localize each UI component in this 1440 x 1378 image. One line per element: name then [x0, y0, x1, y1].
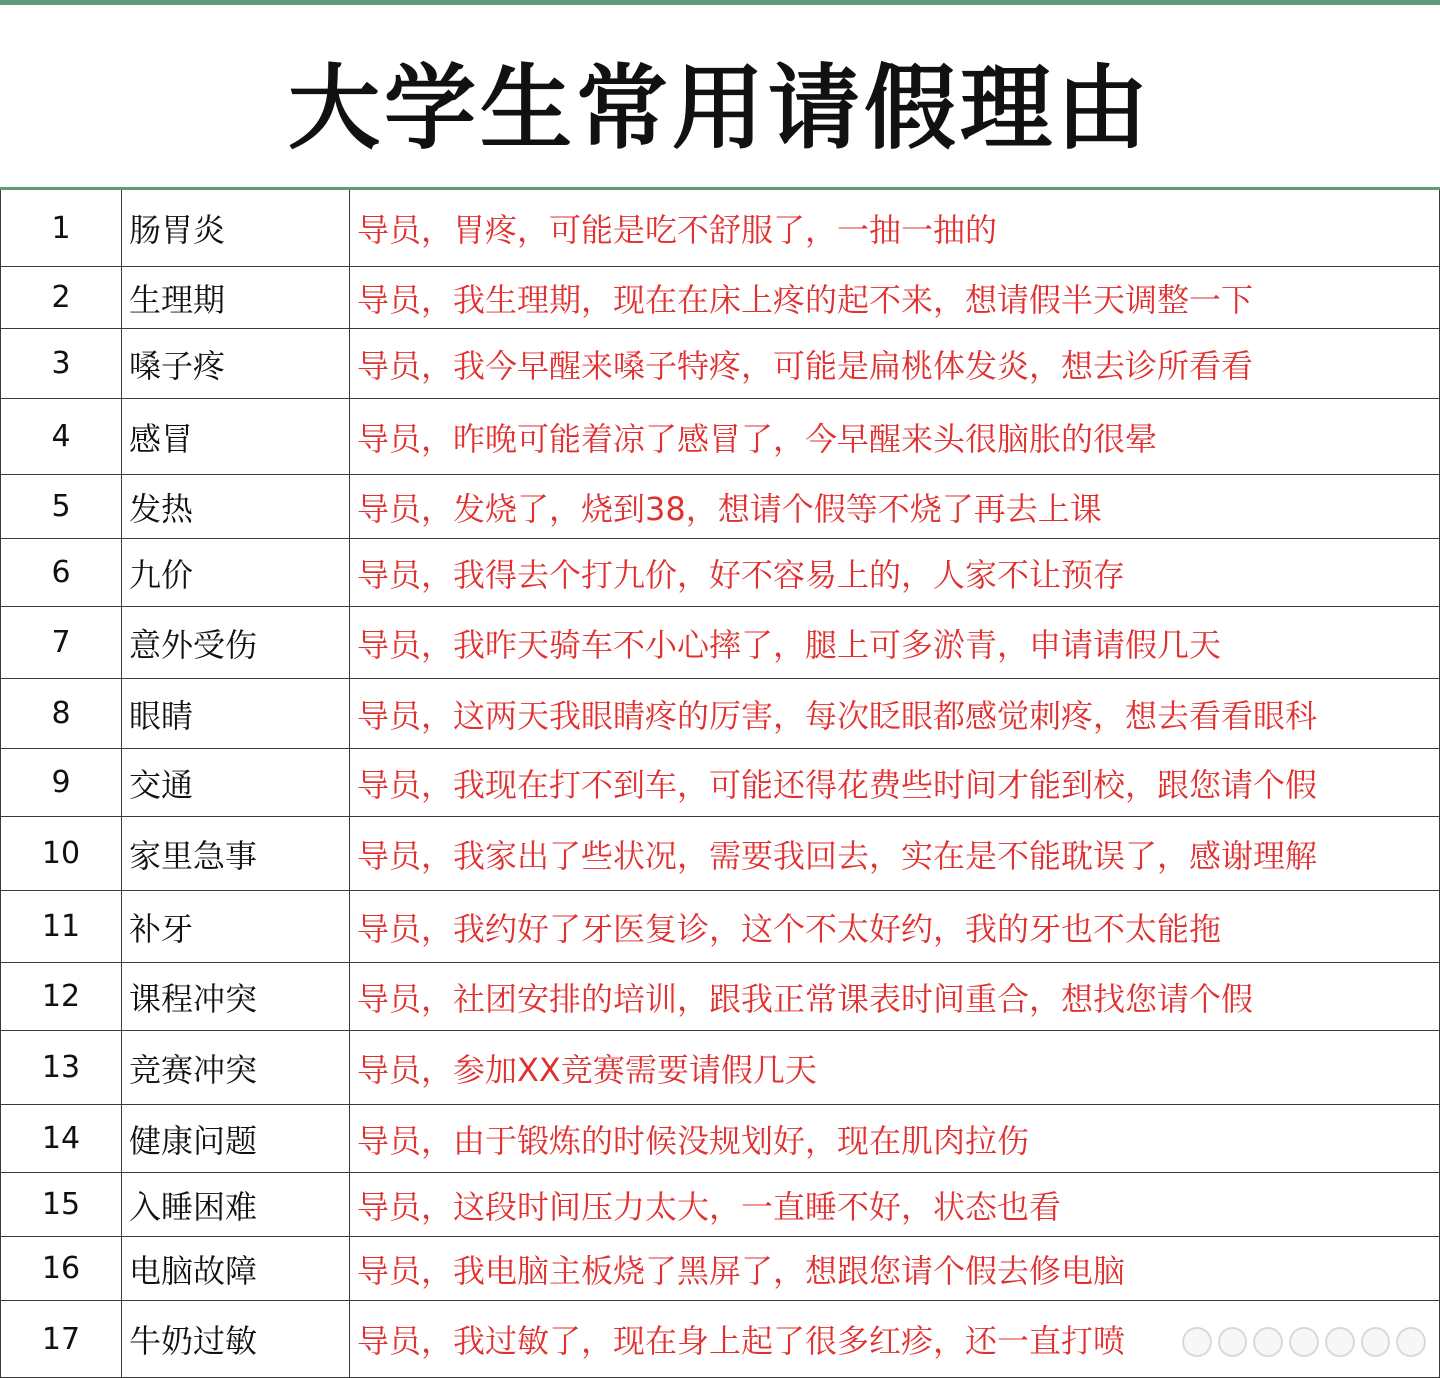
reason-category: 牛奶过敏 — [122, 1301, 350, 1378]
table-row — [1, 891, 1440, 963]
reason-category: 入睡困难 — [122, 1173, 350, 1237]
reason-message: 导员，社团安排的培训，跟我正常课表时间重合，想找您请个假 — [350, 963, 1440, 1031]
reason-category: 九价 — [122, 539, 350, 607]
row-number: 8 — [1, 679, 122, 749]
page-title: 大学生常用请假理由 — [287, 54, 1152, 162]
reason-message: 导员，我今早醒来嗓子特疼，可能是扁桃体发炎，想去诊所看看 — [350, 329, 1440, 399]
watermark-icon — [1253, 1327, 1283, 1357]
table-row — [1, 963, 1440, 1031]
reason-category: 意外受伤 — [122, 607, 350, 679]
reason-category: 电脑故障 — [122, 1237, 350, 1301]
table-row — [1, 1237, 1440, 1301]
table-row — [1, 1173, 1440, 1237]
reason-category: 嗓子疼 — [122, 329, 350, 399]
reason-category: 补牙 — [122, 891, 350, 963]
watermark-icon — [1289, 1327, 1319, 1357]
reason-message: 导员，我现在打不到车，可能还得花费些时间才能到校，跟您请个假 — [350, 749, 1440, 817]
row-number: 1 — [1, 189, 122, 267]
row-number: 16 — [1, 1237, 122, 1301]
table-row — [1, 539, 1440, 607]
row-number: 7 — [1, 607, 122, 679]
row-number: 12 — [1, 963, 122, 1031]
table-row — [1, 329, 1440, 399]
table-row — [1, 817, 1440, 891]
row-number: 9 — [1, 749, 122, 817]
watermark-icon — [1182, 1327, 1212, 1357]
reason-category: 健康问题 — [122, 1105, 350, 1173]
table-row — [1, 679, 1440, 749]
reason-message: 导员，参加XX竞赛需要请假几天 — [350, 1031, 1440, 1105]
reason-message: 导员，我生理期，现在在床上疼的起不来，想请假半天调整一下 — [350, 267, 1440, 329]
reason-message: 导员，我家出了些状况，需要我回去，实在是不能耽误了，感谢理解 — [350, 817, 1440, 891]
table-row — [1, 399, 1440, 475]
table-row — [1, 1031, 1440, 1105]
row-number: 5 — [1, 475, 122, 539]
reason-message: 导员，由于锻炼的时候没规划好，现在肌肉拉伤 — [350, 1105, 1440, 1173]
reason-category: 竞赛冲突 — [122, 1031, 350, 1105]
reason-category: 发热 — [122, 475, 350, 539]
row-number: 6 — [1, 539, 122, 607]
reason-category: 家里急事 — [122, 817, 350, 891]
table-row — [1, 1105, 1440, 1173]
table-row — [1, 749, 1440, 817]
watermark-icon — [1218, 1327, 1248, 1357]
reason-category: 感冒 — [122, 399, 350, 475]
reason-category: 课程冲突 — [122, 963, 350, 1031]
row-number: 17 — [1, 1301, 122, 1378]
reason-category: 交通 — [122, 749, 350, 817]
table-row — [1, 475, 1440, 539]
table-row — [1, 607, 1440, 679]
reason-message: 导员，我电脑主板烧了黑屏了，想跟您请个假去修电脑 — [350, 1237, 1440, 1301]
row-number: 15 — [1, 1173, 122, 1237]
reason-message: 导员，我昨天骑车不小心摔了，腿上可多淤青，申请请假几天 — [350, 607, 1440, 679]
reason-message: 导员，发烧了，烧到38，想请个假等不烧了再去上课 — [350, 475, 1440, 539]
reason-message: 导员，我约好了牙医复诊，这个不太好约，我的牙也不太能拖 — [350, 891, 1440, 963]
watermark-icon — [1361, 1327, 1391, 1357]
reason-message: 导员，我得去个打九价，好不容易上的，人家不让预存 — [350, 539, 1440, 607]
row-number: 11 — [1, 891, 122, 963]
watermark-icon — [1325, 1327, 1355, 1357]
row-number: 13 — [1, 1031, 122, 1105]
reason-message: 导员，这两天我眼睛疼的厉害，每次眨眼都感觉刺疼，想去看看眼科 — [350, 679, 1440, 749]
reason-message: 导员，这段时间压力太大，一直睡不好，状态也看 — [350, 1173, 1440, 1237]
reason-message: 导员，我过敏了，现在身上起了很多红疹，还一直打喷 — [350, 1301, 1440, 1378]
reason-category: 眼睛 — [122, 679, 350, 749]
reason-message: 导员，昨晚可能着凉了感冒了，今早醒来头很脑胀的很晕 — [350, 399, 1440, 475]
leave-reasons-table — [0, 187, 1440, 1378]
row-number: 4 — [1, 399, 122, 475]
row-number: 2 — [1, 267, 122, 329]
row-number: 3 — [1, 329, 122, 399]
top-rule — [0, 0, 1440, 5]
reason-category: 生理期 — [122, 267, 350, 329]
reason-message: 导员，胃疼，可能是吃不舒服了，一抽一抽的 — [350, 189, 1440, 267]
reason-category: 肠胃炎 — [122, 189, 350, 267]
table-row — [1, 267, 1440, 329]
row-number: 14 — [1, 1105, 122, 1173]
watermark-logo — [1182, 1322, 1426, 1362]
watermark-icon — [1396, 1327, 1426, 1357]
table-row — [1, 189, 1440, 267]
row-number: 10 — [1, 817, 122, 891]
